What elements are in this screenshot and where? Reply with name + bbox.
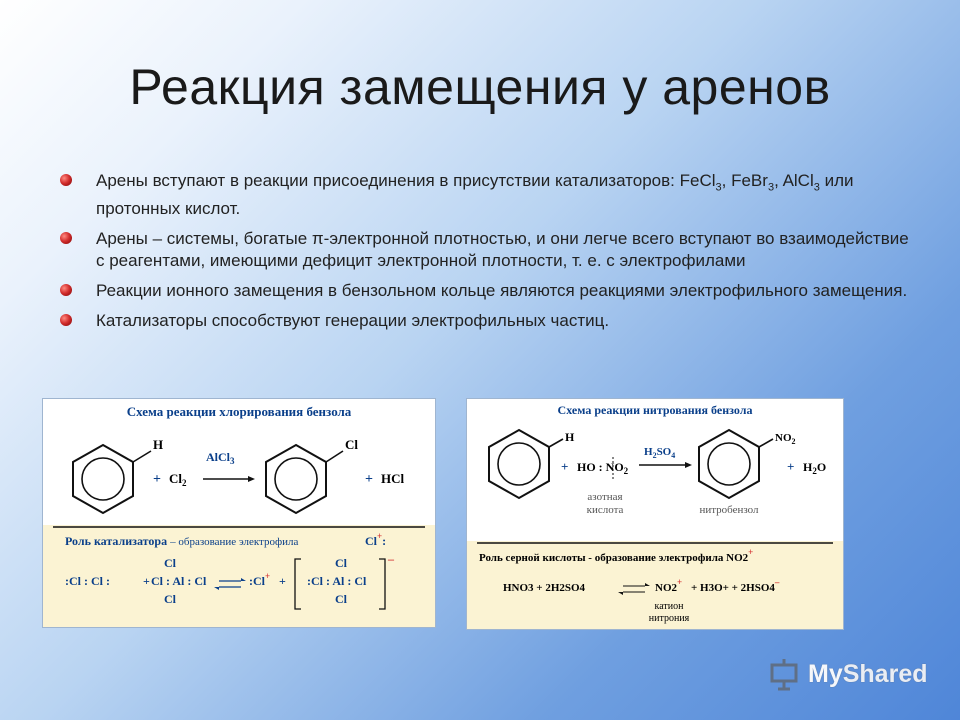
hcl-product: HCl [381, 471, 405, 486]
catalyst-label: $H_2SO_4$ [644, 446, 676, 460]
chlorine-label: Cl [345, 437, 358, 452]
bullet-dot-icon [60, 284, 72, 296]
bullet-item [60, 310, 910, 332]
chlorination-scheme [43, 399, 435, 627]
bullet-text: Реакции ионного замещения в бензольном кольце являются реакциями электрофильного замещения. [96, 281, 908, 301]
bullet-item [60, 170, 910, 220]
bullet-text: Катализаторы способствуют генерации электрофильных частиц. [96, 311, 610, 331]
catalyst-label: AlCl$_3$ [206, 450, 235, 466]
plus-sign: + [153, 472, 161, 487]
acid-label: азотная [587, 491, 623, 503]
myshared-logo [768, 654, 928, 694]
chlorine-molecule: :Cl : Cl : [65, 574, 110, 588]
chlorine-cation: :Cl+ [249, 571, 271, 588]
nitration-scheme-panel [466, 398, 844, 630]
subscript: 3 [767, 181, 775, 194]
bullet-text: или протонных кислот. [96, 171, 854, 219]
bullet-dot-icon [60, 314, 72, 326]
plus-sign: + [279, 574, 286, 588]
hydrogen-label: H [565, 430, 575, 444]
bullet-text: Арены вступают в реакции присоединения в присутствии катализаторов: FeCl [96, 171, 716, 190]
presentation-icon [768, 657, 802, 691]
plus-sign: + [143, 574, 150, 588]
nitration-title: Схема реакции нитрования бензола [557, 403, 753, 417]
complex-bottom: Cl [335, 592, 347, 606]
bullet-text: , AlCl [774, 171, 814, 190]
sulfuric-acid-role: Роль серной кислоты - образование электрофила NO2+ [479, 547, 754, 564]
logo-text: My [808, 659, 843, 688]
bullet-text: Арены – системы, богатые π-электронной плотностью, и они легче всего вступают во взаимодействие с реагентами, имеющими дефицит электронной плотности, т. е. с электрофилами [96, 229, 909, 271]
alcl3-middle: Cl : Al : Cl [151, 574, 207, 588]
bullet-dot-icon [60, 174, 72, 186]
subscript: 3 [813, 181, 820, 194]
product-label: нитробензол [699, 504, 759, 516]
nitro-group: $NO_2$ [775, 432, 796, 446]
acid-label: кислота [586, 504, 624, 516]
nitration-equation-left: HNO3 + 2H2SO4 [503, 582, 586, 594]
plus-sign: + [365, 472, 373, 487]
slide-title: Реакция замещения у аренов [129, 59, 831, 115]
electrophile-label: Cl+: [365, 531, 387, 548]
alcl3-top: Cl [164, 556, 176, 570]
bullet-dot-icon [60, 232, 72, 244]
plus-sign: + [561, 459, 569, 474]
logo-text: Shared [842, 659, 928, 688]
cation-label: катион [654, 601, 684, 612]
cation-label: нитрония [648, 613, 690, 624]
bullet-text: , FeBr [721, 171, 768, 190]
catalyst-role-text: Роль катализатора – образование электрофила [65, 534, 299, 548]
subscript: 3 [715, 181, 722, 194]
plus-sign: + [787, 459, 795, 474]
chlorine-reagent: $Cl_2$ [169, 471, 187, 488]
alcl3-bottom: Cl [164, 592, 176, 606]
complex-top: Cl [335, 556, 347, 570]
nitration-equation-right: + H3O+ + 2HSO4– [691, 577, 780, 594]
water-product: $H_2O$ [803, 460, 827, 476]
chlorination-title: Схема реакции хлорирования бензола [126, 404, 352, 419]
complex-middle: :Cl : Al : Cl [307, 574, 367, 588]
nitronium-ion: NO2+ [655, 577, 683, 594]
nitric-acid: HO : $NO_2$ [577, 460, 629, 476]
bullet-item [60, 280, 910, 302]
bullet-item [60, 228, 910, 272]
hydrogen-label: H [153, 437, 164, 452]
chlorination-scheme-panel [42, 398, 436, 628]
nitration-scheme [467, 399, 843, 629]
bullet-list [60, 170, 910, 340]
minus-charge: – [388, 552, 394, 566]
